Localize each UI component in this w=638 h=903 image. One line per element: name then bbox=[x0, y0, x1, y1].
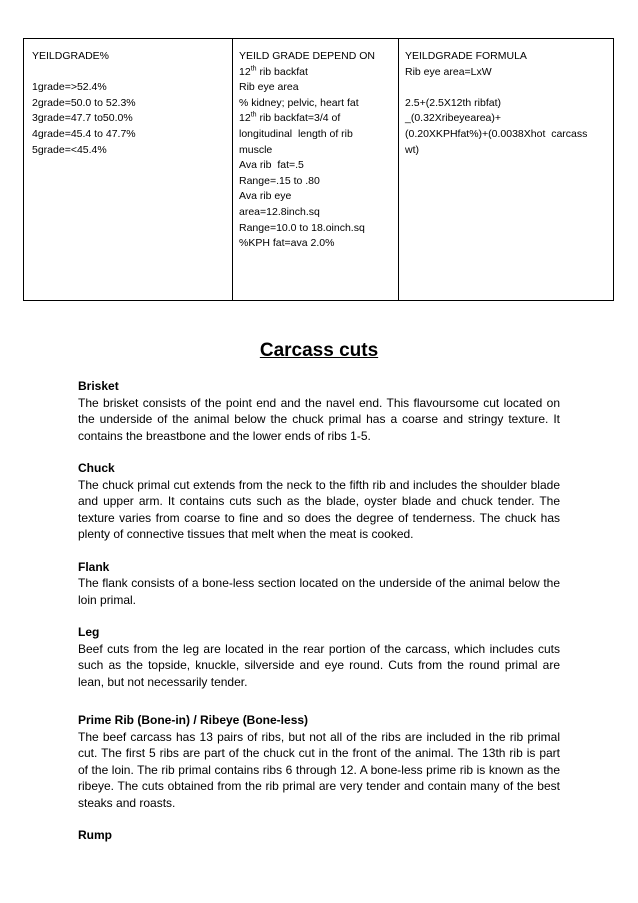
cut-title: Brisket bbox=[78, 379, 119, 393]
cut-title: Prime Rib (Bone-in) / Ribeye (Bone-less) bbox=[78, 713, 309, 727]
grade-line: 2grade=50.0 to 52.3% bbox=[32, 96, 136, 109]
carcass-cuts-list bbox=[78, 378, 560, 860]
depend-line: Range=.15 to .80 bbox=[239, 174, 320, 187]
cut-title: Rump bbox=[78, 828, 112, 842]
cut-brisket bbox=[78, 378, 560, 444]
depend-line bbox=[239, 111, 392, 127]
cut-flank bbox=[78, 559, 560, 609]
grade-line: 5grade=<45.4% bbox=[32, 143, 107, 156]
yield-grade-table bbox=[23, 38, 614, 301]
column-header: YEILDGRADE FORMULA bbox=[405, 50, 527, 62]
depend-line: muscle bbox=[239, 143, 273, 156]
ordinal-suffix: th bbox=[250, 65, 257, 73]
depend-line: % kidney; pelvic, heart fat bbox=[239, 96, 359, 109]
cut-leg bbox=[78, 624, 560, 690]
grade-line: 1grade=>52.4% bbox=[32, 81, 107, 94]
spacer bbox=[405, 80, 607, 96]
depend-line bbox=[239, 65, 392, 81]
cut-description: The brisket consists of the point end and the navel end. This flavoursome cut located on the underside of the animal below the chuck primal has a coarse and stringy texture. It contains the breastbone and the lower ends of ribs 1-5. bbox=[78, 395, 560, 443]
depend-line: Ava rib eye bbox=[239, 190, 292, 203]
depend-line: area=12.8inch.sq bbox=[239, 205, 320, 218]
depend-number: 12 bbox=[239, 112, 251, 125]
cut-rump bbox=[78, 827, 560, 844]
grade-line: 3grade=47.7 to50.0% bbox=[32, 112, 133, 125]
grade-line: 4grade=45.4 to 47.7% bbox=[32, 127, 136, 140]
depend-line: %KPH fat=ava 2.0% bbox=[239, 237, 335, 250]
depend-text: rib backfat=3/4 of bbox=[256, 112, 341, 125]
depend-line: Ava rib fat=.5 bbox=[239, 159, 304, 172]
column-header: YEILDGRADE% bbox=[32, 50, 110, 62]
formula-line: _(0.32Xribeyearea)+ bbox=[405, 112, 502, 125]
column-header: YEILD GRADE DEPEND ON bbox=[239, 50, 375, 62]
cut-description: Beef cuts from the leg are located in the rear portion of the carcass, which includes cuts such as the topside, knuckle, silverside and eye round. Cuts from the round primal are lean, but not necessarily tender. bbox=[78, 641, 560, 689]
depend-number: 12 bbox=[239, 65, 251, 78]
cut-title: Leg bbox=[78, 625, 100, 639]
yield-grade-depend-column bbox=[233, 39, 399, 300]
cut-description: The chuck primal cut extends from the neck to the fifth rib and includes the shoulder blade and upper arm. It contains cuts such as the blade, oyster blade and chuck tender. The texture varies from coarse to fine and so does the degree of tenderness. The chuck has plenty of connective tissues that melt when the meat is cooked. bbox=[78, 477, 560, 541]
formula-line: wt) bbox=[405, 143, 419, 156]
cut-chuck bbox=[78, 460, 560, 543]
yield-grade-formula-column bbox=[399, 39, 613, 300]
cut-title: Flank bbox=[78, 559, 110, 574]
depend-text: rib backfat bbox=[256, 65, 308, 78]
depend-line: Rib eye area bbox=[239, 81, 299, 94]
depend-line: Range=10.0 to 18.oinch.sq bbox=[239, 221, 365, 234]
formula-line: 2.5+(2.5X12th ribfat) bbox=[405, 96, 502, 109]
cut-description: The beef carcass has 13 pairs of ribs, but not all of the ribs are included in the rib primal cut. The first 5 ribs are part of the chuck cut in the front of the animal. The 13th rib is part of the loin. The rib primal contains ribs 6 through 12. A bone-less prime rib is known as the ribeye. The cuts obtained from the rib primal are very tender and contain many of the best steaks and roasts. bbox=[78, 729, 560, 810]
spacer bbox=[32, 65, 226, 81]
cut-prime-rib bbox=[78, 712, 560, 811]
yield-grade-percent-column bbox=[24, 39, 233, 300]
ordinal-suffix: th bbox=[250, 111, 257, 119]
cut-title: Chuck bbox=[78, 461, 115, 475]
depend-line: longitudinal length of rib bbox=[239, 127, 353, 140]
section-title: Carcass cuts bbox=[259, 340, 379, 361]
cut-description: The flank consists of a bone-less section located on the underside of the animal below the loin primal. bbox=[78, 576, 560, 607]
formula-line: (0.20XKPHfat%)+(0.0038Xhot carcass bbox=[405, 127, 588, 140]
formula-line: Rib eye area=LxW bbox=[405, 65, 492, 78]
